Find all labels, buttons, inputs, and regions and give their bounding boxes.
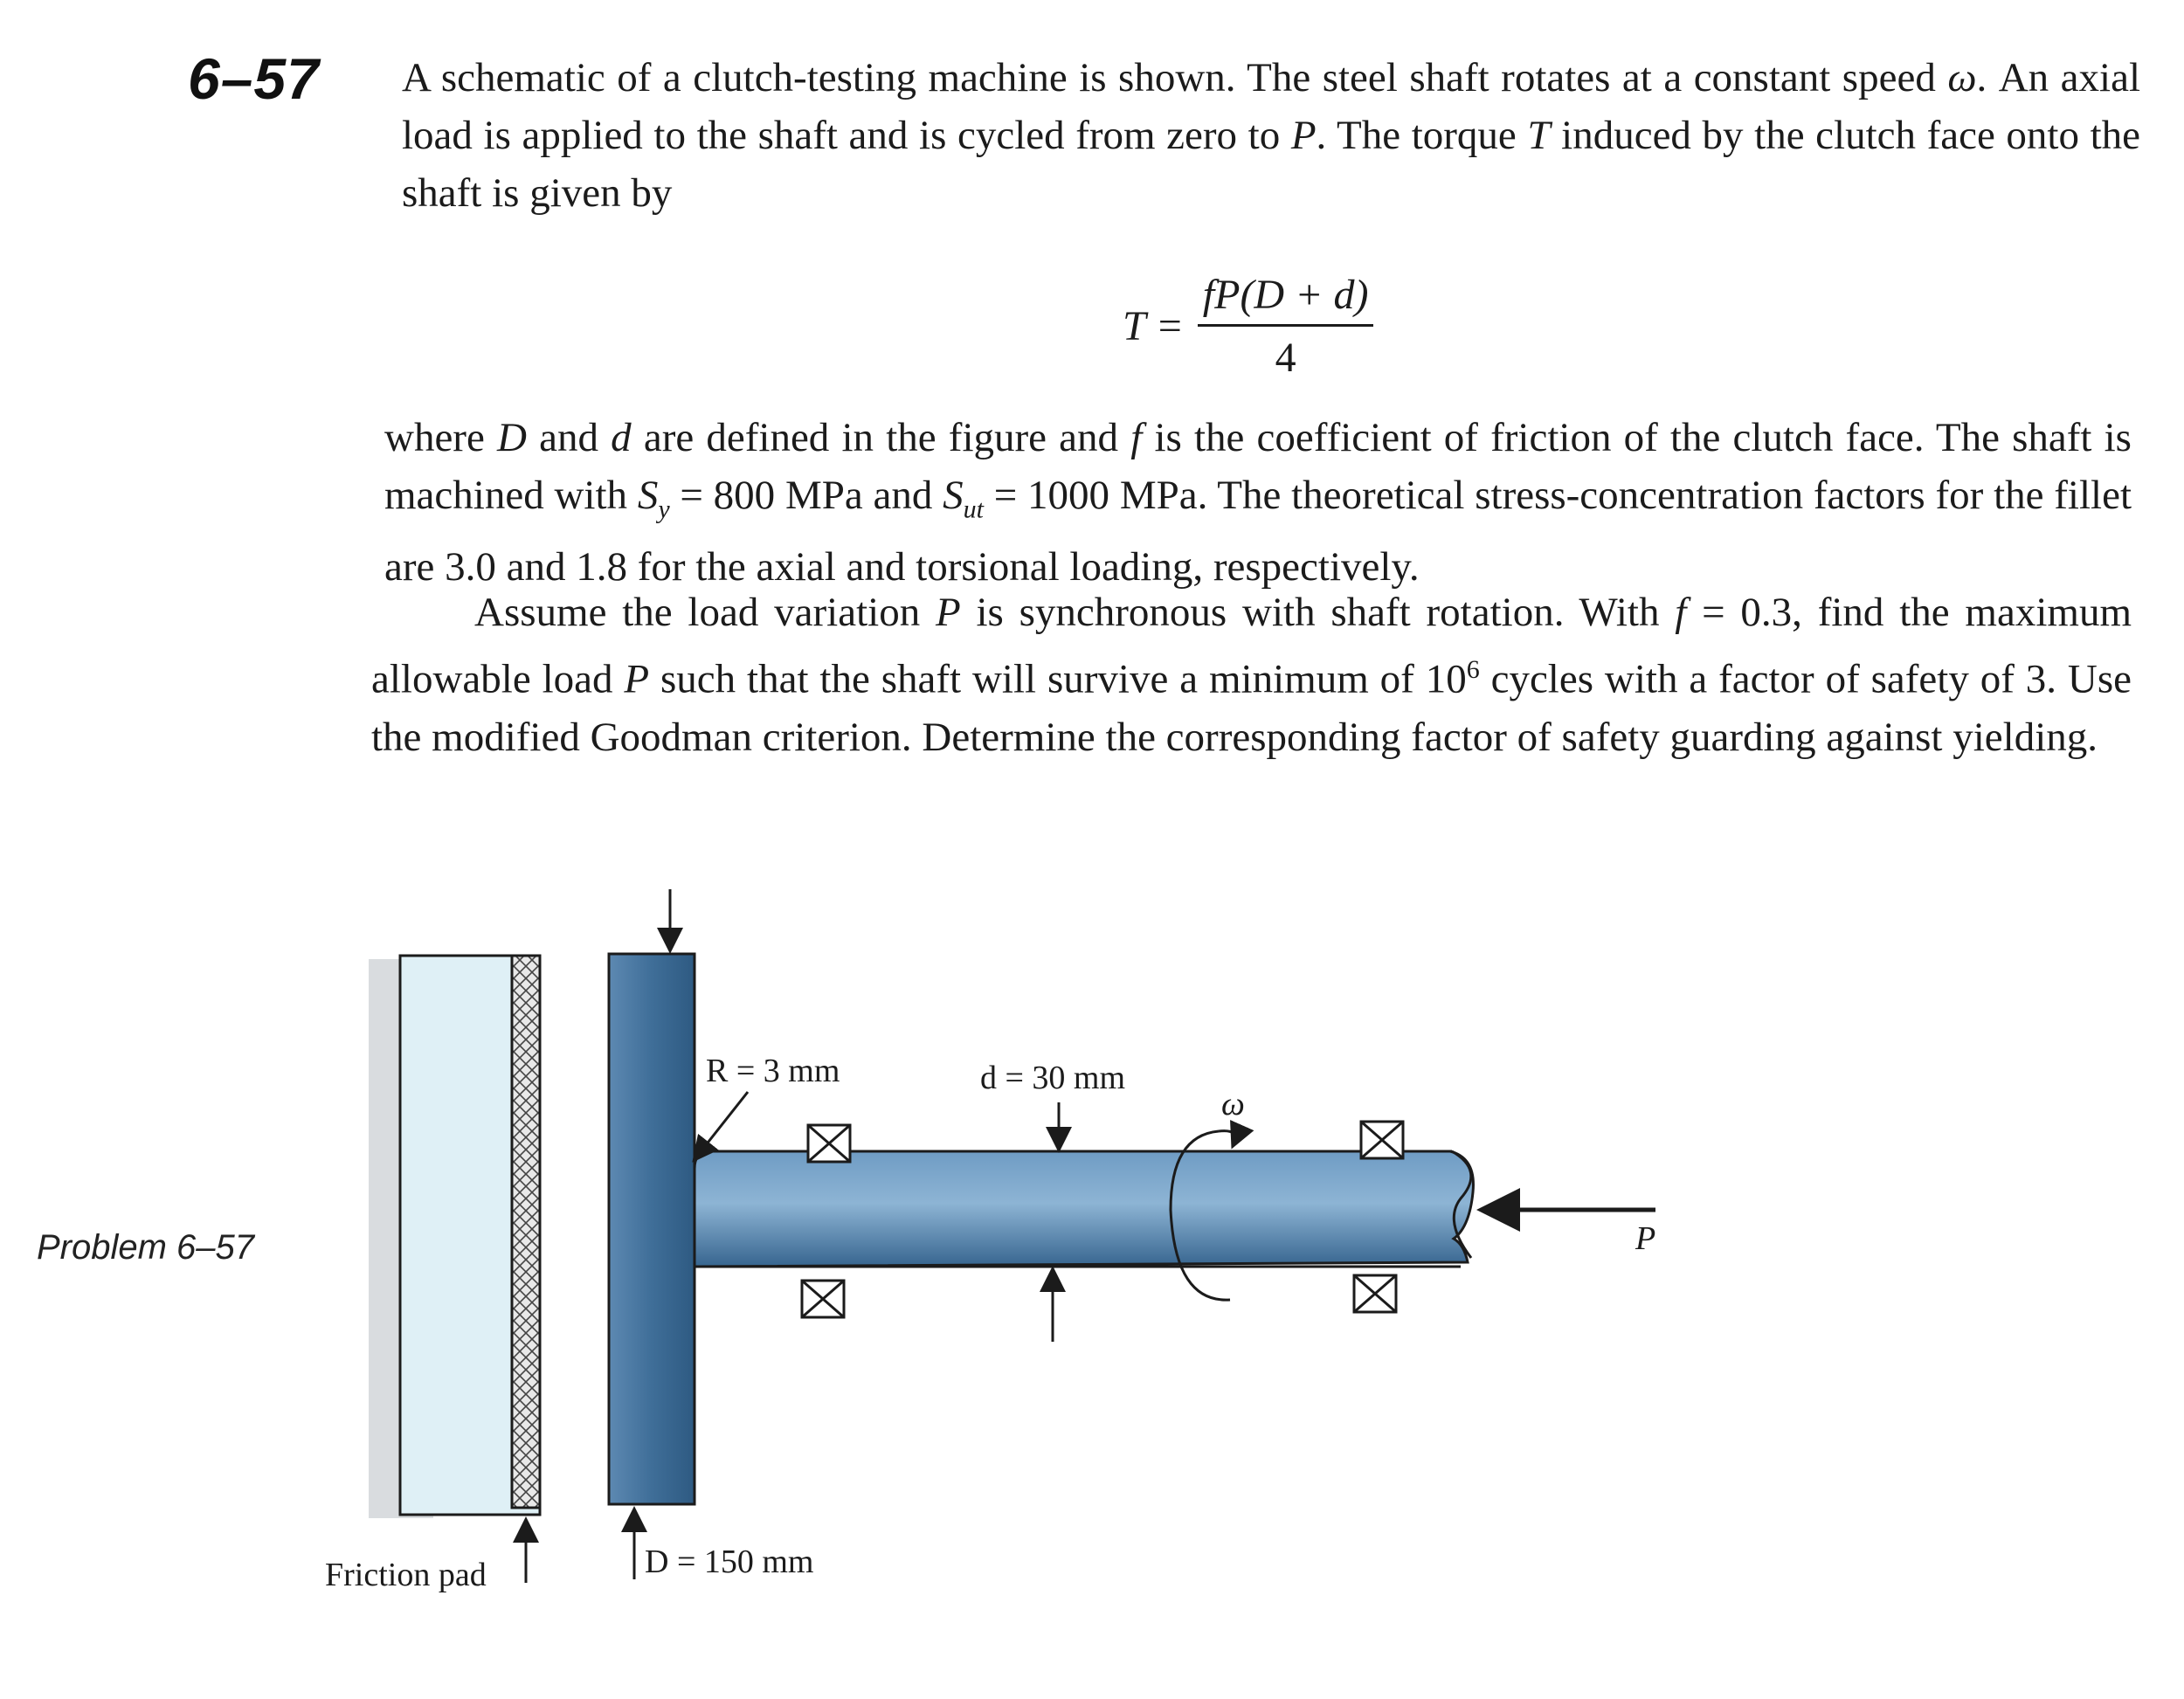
shaft: [695, 1151, 1473, 1267]
text-run: Assume the load variation: [474, 590, 936, 635]
symbol-d-small: d: [611, 415, 632, 460]
text-run: are defined in the figure and: [631, 415, 1131, 460]
text-run: . The torque: [1316, 113, 1528, 158]
symbol-f: f: [1675, 590, 1687, 635]
symbol-sut: S: [943, 473, 964, 518]
bearing-icon: [1361, 1122, 1403, 1158]
text-run: = 1000 MPa. The theoretical stress-concentration factors for the fillet are 3.0 and 1.8 for the axial and torsional loading, respectively.: [384, 473, 2132, 591]
radius-label: R = 3 mm: [706, 1053, 840, 1089]
text-run: is the coefficient of friction of the clutch face. The shaft is machined with: [384, 415, 2132, 518]
bearing-icon: [802, 1281, 844, 1317]
subscript-ut: ut: [963, 494, 984, 524]
superscript-exponent: 6: [1466, 655, 1480, 684]
problem-number: 6–57: [188, 46, 320, 111]
text-run: cycles with a factor of safety of 3. Use the modified Goodman criterion. Determine the corresponding factor of safety guarding against yielding.: [371, 656, 2132, 760]
omega-label: ω: [1221, 1086, 1245, 1122]
friction-pad-lining: [512, 956, 540, 1508]
symbol-p: P: [1290, 113, 1317, 158]
text-run: is synchronous with shaft rotation. With: [960, 590, 1676, 635]
equation-fraction: [1198, 271, 1374, 382]
symbol-sy: S: [637, 473, 659, 518]
text-run: and: [526, 415, 612, 460]
equation-numerator: fP(D + d): [1202, 272, 1369, 318]
problem-paragraph-3: [371, 584, 2132, 766]
text-run: . An axial load is applied to the shaft and is cycled from zero to: [402, 55, 2141, 158]
text-run: A schematic of a clutch-testing machine is shown. The steel shaft rotates at a constant speed: [402, 55, 1948, 100]
load-label: P: [1635, 1220, 1656, 1257]
symbol-f: f: [1130, 415, 1143, 460]
figure-caption: Problem 6–57: [37, 1228, 255, 1267]
friction-pad-label: Friction pad: [325, 1557, 487, 1593]
torque-equation: [1123, 271, 1373, 382]
symbol-p: P: [935, 590, 961, 635]
bearing-icon: [1354, 1275, 1396, 1312]
large-diameter-label: D = 150 mm: [645, 1544, 814, 1580]
clutch-plate: [609, 954, 695, 1504]
symbol-omega: ω: [1947, 55, 1977, 100]
text-run: such that the shaft will survive a minimum of 10: [649, 656, 1467, 702]
symbol-d-large: D: [497, 415, 527, 460]
problem-paragraph-1: [402, 49, 2140, 222]
text-run: where: [384, 415, 497, 460]
text-run: induced by the clutch face onto the shaft is given by: [402, 113, 2141, 216]
radius-leader-arrow-icon: [695, 1092, 748, 1158]
problem-paragraph-2: [384, 409, 2132, 596]
equation-equals: =: [1158, 303, 1182, 349]
equation-denominator: 4: [1275, 335, 1296, 381]
small-diameter-label: d = 30 mm: [980, 1060, 1126, 1096]
text-run: = 0.3, find the maximum allowable load: [371, 590, 2132, 702]
symbol-t: T: [1527, 113, 1551, 158]
subscript-y: y: [658, 494, 670, 524]
equation-lhs: T: [1123, 303, 1146, 349]
clutch-schematic: [0, 856, 2184, 1660]
bearing-icon: [808, 1125, 850, 1162]
text-run: = 800 MPa and: [669, 473, 943, 518]
symbol-p: P: [624, 656, 650, 702]
